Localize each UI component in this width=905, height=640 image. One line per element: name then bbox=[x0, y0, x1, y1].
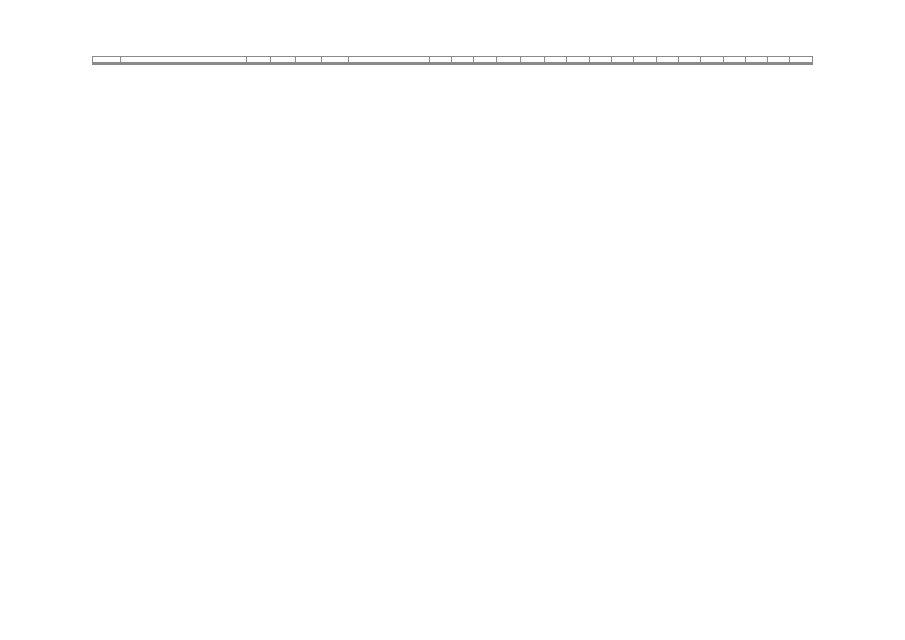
table-row bbox=[93, 64, 813, 65]
row-name bbox=[121, 64, 247, 65]
program-table bbox=[92, 56, 813, 65]
row-value bbox=[496, 64, 520, 65]
row-indicator bbox=[271, 64, 295, 65]
row-value bbox=[520, 64, 544, 65]
row-value bbox=[678, 64, 700, 65]
row-code bbox=[93, 64, 121, 65]
row-value bbox=[322, 64, 348, 65]
row-value bbox=[701, 64, 723, 65]
row-value bbox=[589, 64, 611, 65]
row-value bbox=[474, 64, 496, 65]
row-value bbox=[567, 64, 589, 65]
row-value bbox=[745, 64, 767, 65]
row-value bbox=[790, 64, 813, 65]
row-value bbox=[723, 64, 745, 65]
row-value bbox=[634, 64, 656, 65]
row-unit bbox=[247, 64, 271, 65]
row-value bbox=[545, 64, 567, 65]
row-value bbox=[451, 64, 473, 65]
row-value bbox=[768, 64, 790, 65]
row-value bbox=[429, 64, 451, 65]
row-value bbox=[656, 64, 678, 65]
row-value bbox=[348, 64, 429, 65]
row-value bbox=[612, 64, 634, 65]
row-executor bbox=[295, 64, 321, 65]
